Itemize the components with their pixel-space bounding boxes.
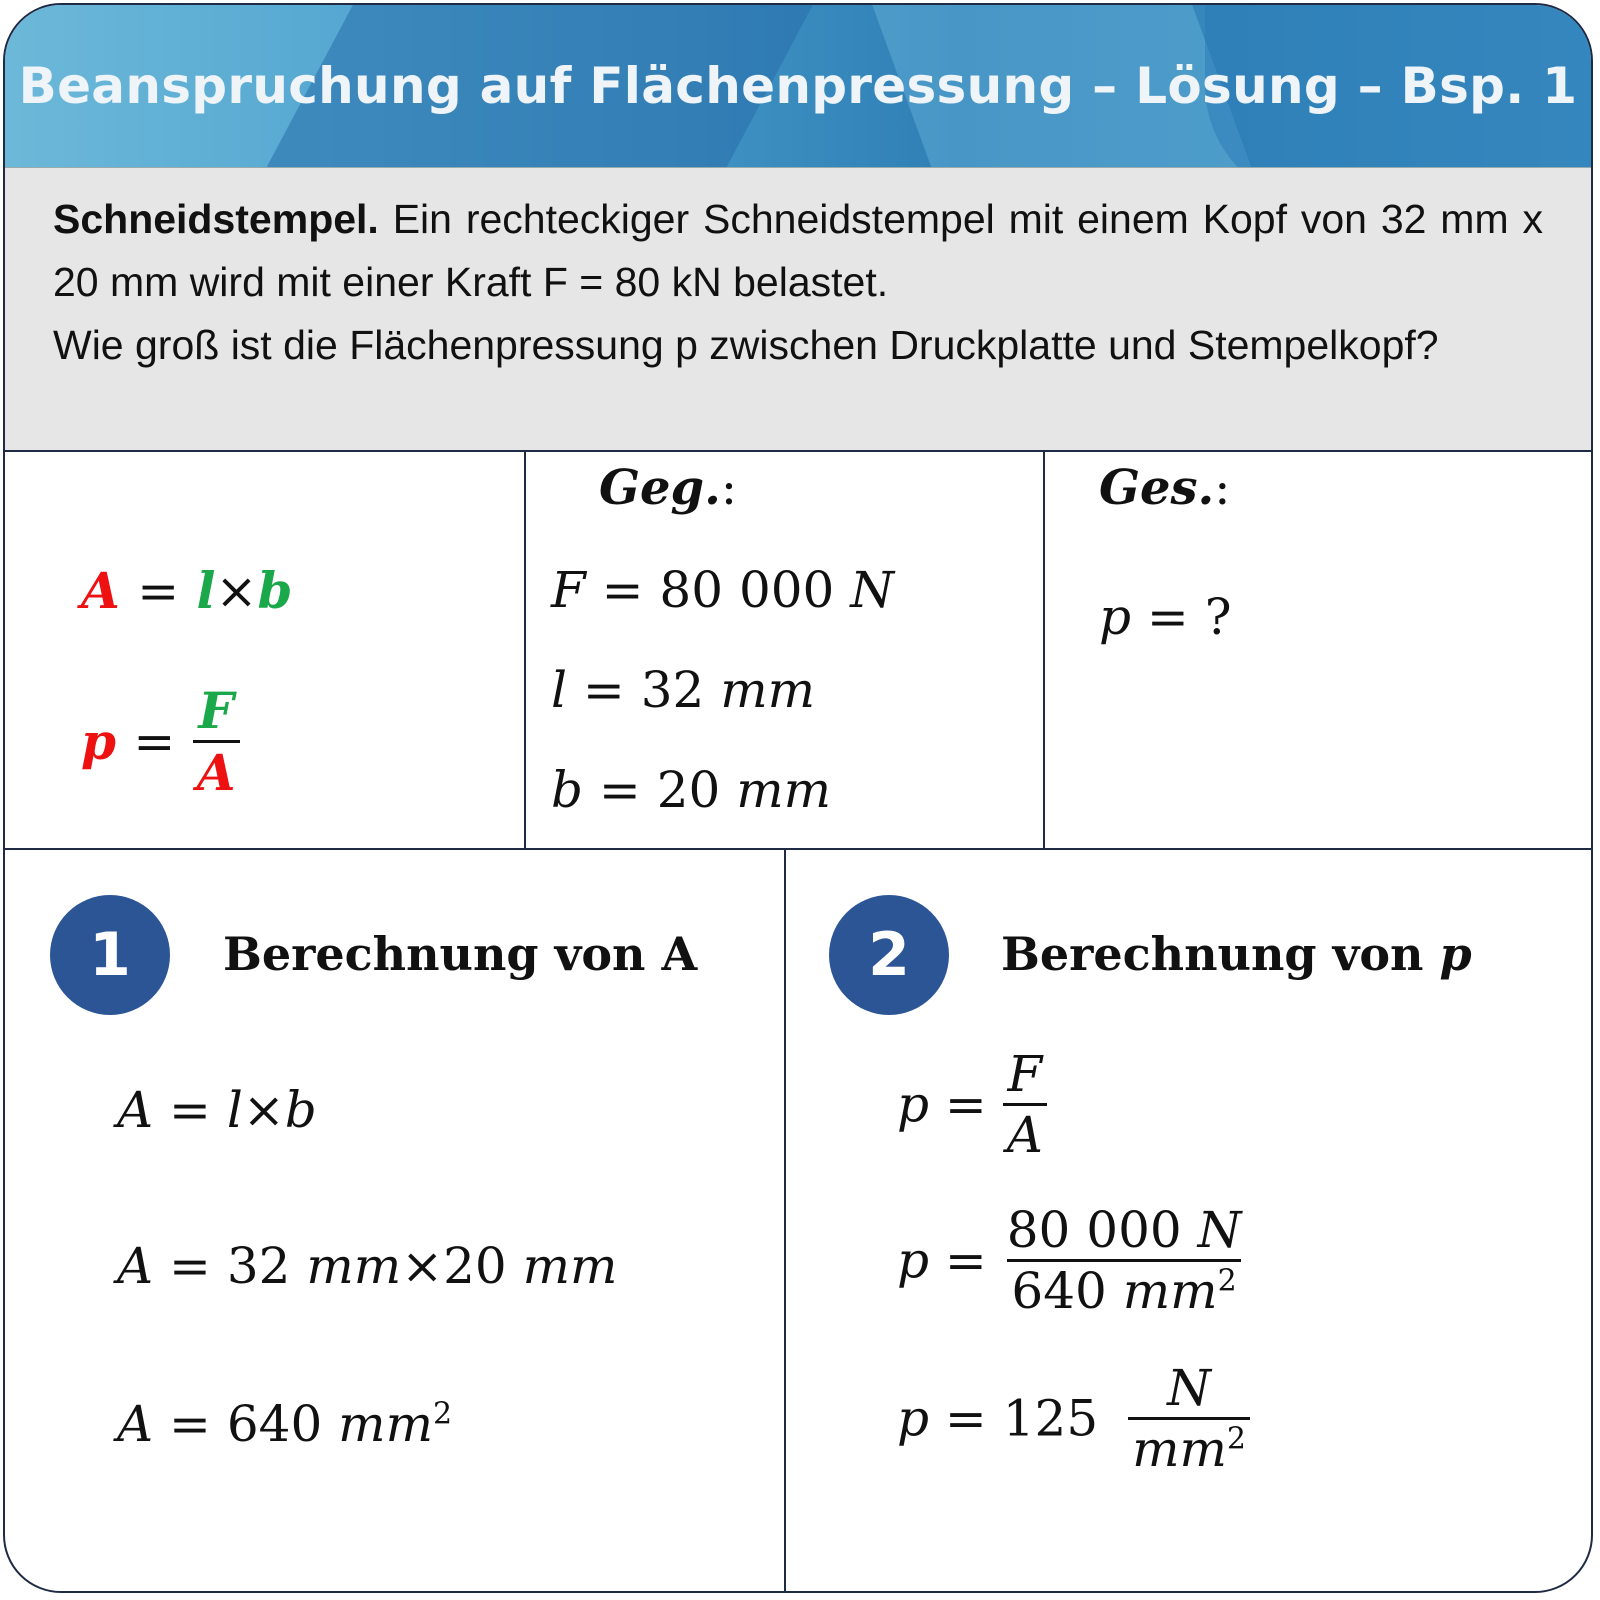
problem-text-1: Ein rechteckiger Schneidstempel mit einem Kopf von 32 mm x 20 mm wird mit einer Kraft F = 80 kN belastet.: [53, 196, 1543, 305]
header-banner: [5, 5, 1591, 167]
given-heading: Geg.:: [599, 460, 737, 516]
formula-area: A = l×b: [81, 561, 293, 620]
divider: [1043, 452, 1045, 850]
step-1-title: Berechnung von A: [223, 927, 698, 981]
step-2-line-1: p = $\frac{F}{A}$: [897, 1045, 1047, 1164]
page-title: Beanspruchung auf Flächenpressung – Lösung – Bsp. 1: [18, 57, 1578, 115]
step-1-badge: 1: [50, 895, 170, 1015]
step-1-line-3: A = 640 $mm^2$: [117, 1395, 453, 1453]
divider: [524, 452, 526, 850]
given-width: b = 20 mm: [551, 761, 832, 819]
step-2-badge: 2: [829, 895, 949, 1015]
divider: [784, 850, 786, 1593]
divider: [5, 848, 1593, 850]
step-1-line-1: A = l×b: [117, 1081, 317, 1139]
problem-statement: [5, 167, 1591, 452]
sought-value: p = ?: [1099, 588, 1232, 646]
problem-paragraph-1: [53, 188, 1543, 314]
sought-heading: Ges.:: [1099, 460, 1231, 516]
given-length: l = 32 mm: [551, 661, 816, 719]
problem-paragraph-2: Wie groß ist die Flächenpressung p zwischen Druckplatte und Stempelkopf?: [53, 322, 1439, 368]
step-2-line-2: p = $\frac{80 000 N}{640 mm^2}$: [897, 1201, 1242, 1320]
step-1-line-2: A = 32 mm×20 mm: [117, 1237, 618, 1295]
formula-pressure: p = $\frac{F}{A}$: [81, 681, 240, 802]
step-2-line-3: p = 125 $\frac{N}{mm^2}$: [897, 1359, 1250, 1478]
step-2-title: Berechnung von p: [1001, 927, 1472, 981]
given-force: F = 80 000 N: [551, 561, 895, 619]
problem-lead: Schneidstempel.: [53, 196, 379, 242]
solution-card: [3, 3, 1593, 1593]
